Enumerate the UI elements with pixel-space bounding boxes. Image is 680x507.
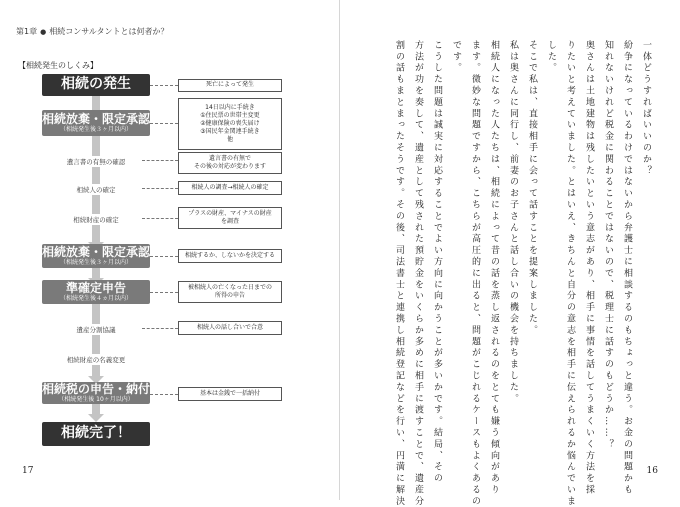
flow-step-assets: 相続財産の確定 [50,214,142,225]
right-page [340,0,680,507]
note-line: ①住民票の世帯主変更 [200,111,260,119]
note-agreement [178,321,282,335]
chapter-title: 相続コンサルタントとは何者か？ [49,27,169,36]
flow-box-deadline: （相続発生後４ヵ月以内） [59,294,132,302]
note-heirs [178,181,282,195]
text-column: ます。微妙な問題ですから、こちらが高圧的に出ると、問題がこじれるケースもよくあるの [470,40,480,507]
note-line: ③国民年金関連手続き [200,128,260,136]
flow-box-quasi-filing [42,280,150,304]
note-line: 遺言書の有無で [208,154,251,162]
flow-box-title: 相続放棄・限定承認 [42,111,151,126]
flow-box-deadline: （相続発生後 10ヶ月以内） [58,395,134,403]
text-column: 紛争になっているわけではないから弁護士に相談するのもちょっと違う。お金の問題かも [622,40,632,496]
vertical-body-text [360,40,651,507]
flow-step-heirs: 相続人の確定 [50,184,142,195]
flow-box-title: 相続税の申告・納付 [42,381,151,396]
flow-step-will-check: 遺言書の有無の確認 [50,156,142,167]
note-line: その後の対応が変わります [193,163,266,170]
text-column: 相続人になった人たちは、相続によって昔の話を蒸し返されるのをとても嫌う傾向があり [489,40,499,496]
flow-box-start [42,74,150,96]
text-column: 私は奥さんに同行し、前妻のお子さんと話し合いの機会を持ちました。 [508,40,518,405]
text-column: 方法が功を奏して、遺産として残された預貯金をいくらか多めに相手に渡すことで、遺産分 [413,40,423,507]
note-procedures [178,98,282,150]
flow-box-complete [42,422,150,446]
text-column: りたいと考えていました。とはいえ、きちんと自分の意志を相手に伝えられるか悩んでいま [565,40,575,507]
flowchart-title: 【相続発生のしくみ】 [18,61,98,70]
flow-box-renounce-1 [42,110,150,136]
note-assets [178,207,282,229]
text-column: そこで私は、直接相手に会って話すことを提案しました。 [527,40,537,337]
flow-box-title: 準確定申告 [65,280,126,295]
flow-arrow [92,96,100,110]
text-column: です。 [451,40,461,75]
note-line: 相続するか、しないかを決定する [184,251,275,259]
note-death [178,79,282,92]
text-column: 一体どうすればいいのか？ [641,40,651,177]
text-column: 知れないけれど税金に関わることではないので、税理士に話すのもどうか……？ [603,40,613,451]
connector-line [142,160,178,161]
flow-box-deadline: （相続発生後３ヶ月以内） [59,125,132,133]
note-line: 他 [226,136,233,144]
connector-line [150,85,178,86]
note-line: を調査 [220,218,239,225]
note-income [178,281,282,303]
note-line: 基本は金銭で一括納付 [199,389,260,397]
left-page [0,0,340,500]
page-number-left: 17 [22,466,34,476]
connector-line [150,292,178,293]
note-cash-payment [178,387,282,401]
connector-line [142,218,178,219]
flow-box-tax-filing [42,382,150,404]
note-line: 14日以内に手続き [205,103,255,111]
note-line: ②健康保険の喪失届け [200,119,260,127]
arrow-head [88,414,104,422]
note-decide [178,249,282,263]
connector-line [142,188,178,189]
flow-box-title: 相続の発生 [61,76,131,93]
connector-line [150,256,178,257]
note-line: 相続人の話し合いで合意 [196,323,263,331]
note-line: 死亡によって発生 [205,81,254,89]
flow-box-deadline: （相続発生後３ヶ月以内） [59,258,132,266]
page-number-right: 16 [646,466,658,476]
flow-box-renounce-2 [42,244,150,268]
chapter-number: 第1章 [16,27,38,36]
flow-box-title: 相続完了！ [61,425,131,442]
connector-line [142,328,178,329]
note-line: 所得の申告 [214,292,245,299]
note-line: 相続人の調査→相続人の確定 [191,183,269,191]
connector-line [150,394,178,395]
note-line: 被相続人の亡くなった日までの [187,283,272,291]
text-column: こうした問題は誠実に対応することでよい方向に向かうことが多いかです。結局、その [432,40,442,485]
flow-step-title-transfer: 相続財産の名義変更 [50,354,142,365]
text-column: 奥さんは土地建物は残したいという意志があり、相手に事情を話してうまくいく方法を採 [584,40,594,496]
note-will [178,152,282,174]
flow-step-division: 遺産分割協議 [50,324,142,335]
chapter-separator: ● [40,28,47,36]
flow-box-title: 相続放棄・限定承認 [42,244,151,259]
connector-line [150,123,178,124]
note-line: プラスの財産、マイナスの財産 [188,209,272,217]
chapter-header [16,26,168,37]
text-column: 割の話もまとまったそうです。その後、司法書士と連携し相続登記などを行い、円満に解決 [394,40,404,507]
text-column: した。 [546,40,556,75]
